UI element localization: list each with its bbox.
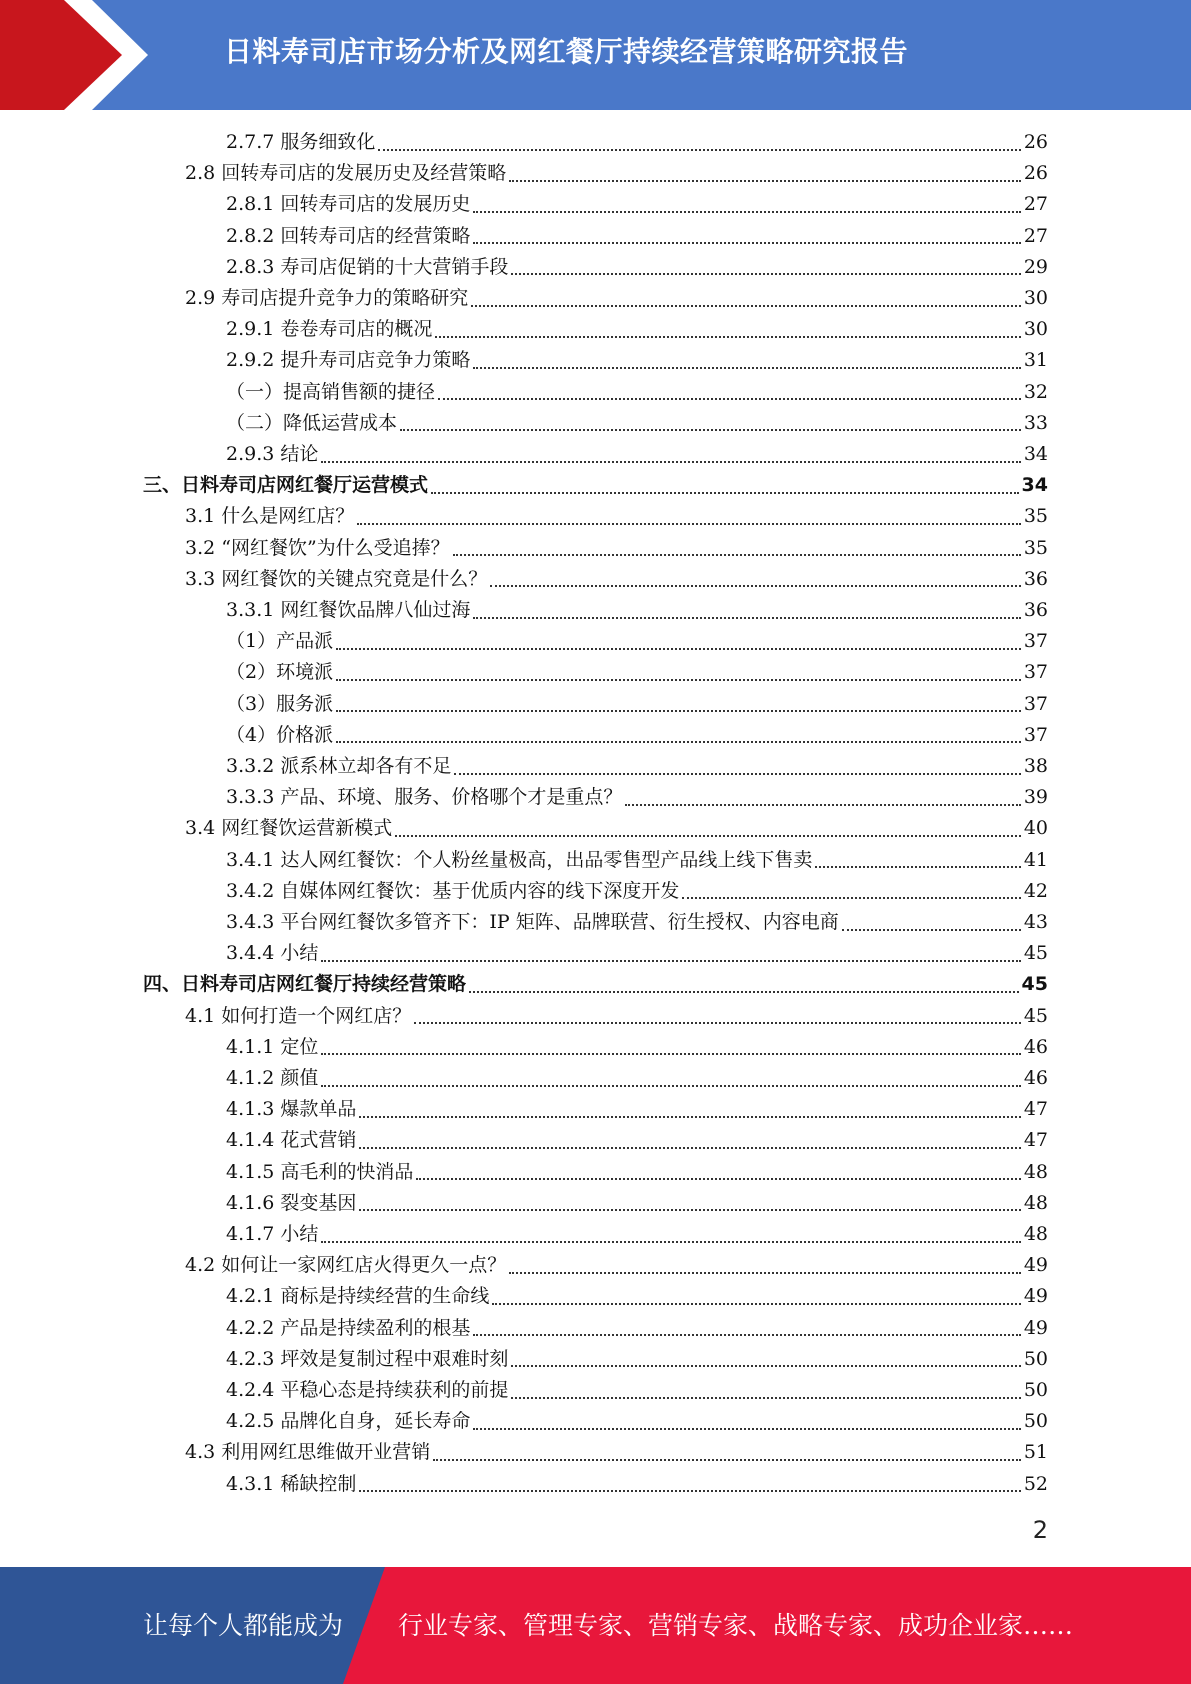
toc-entry-title: 3.4.3 平台网红餐饮多管齐下：IP 矩阵、品牌联营、衍生授权、内容电商 [226,911,839,933]
toc-entry[interactable] [226,221,1048,252]
toc-entry[interactable] [226,408,1048,439]
toc-entry-page: 36 [1023,567,1048,590]
toc-entry-title: （一）提高销售额的捷径 [226,380,436,403]
toc-entry-title: 2.8.2 回转寿司店的经营策略 [226,224,471,247]
toc-leader-dots [438,398,1021,400]
toc-entry-page: 45 [1023,942,1048,965]
toc-leader-dots [414,1022,1021,1024]
toc-entry[interactable] [226,252,1048,283]
toc-entry-title: 4.1.4 花式营销 [226,1129,357,1152]
toc-entry-page: 32 [1023,380,1048,403]
toc-entry-title: 3.3.3 产品、环境、服务、价格哪个才是重点？ [226,786,623,809]
toc-leader-dots [511,1397,1020,1399]
toc-entry-page: 45 [1023,1004,1048,1027]
toc-leader-dots [321,1053,1020,1055]
toc-entry[interactable] [226,876,1048,907]
toc-leader-dots [395,835,1021,837]
toc-entry-page: 46 [1023,1035,1048,1058]
toc-entry-page: 35 [1023,536,1048,559]
toc-entry-title: 4.1.6 裂变基因 [226,1191,357,1214]
toc-leader-dots [359,1147,1020,1149]
toc-entry[interactable] [226,1157,1048,1188]
toc-leader-dots [469,991,1019,993]
toc-entry-page: 37 [1023,630,1048,653]
toc-entry-title: 4.1.3 爆款单品 [226,1098,357,1121]
toc-entry-title: 3.2 “网红餐饮”为什么受追捧？ [185,536,450,559]
toc-leader-dots [359,1116,1020,1118]
toc-entry[interactable] [226,189,1048,220]
toc-entry-page: 26 [1023,162,1048,185]
toc-entry-title: 4.1.5 高毛利的快消品 [226,1160,414,1183]
toc-leader-dots [336,648,1021,650]
toc-entry-title: 2.7.7 服务细致化 [226,131,376,153]
toc-entry[interactable] [226,1063,1048,1094]
toc-entry[interactable] [143,470,1048,501]
toc-leader-dots [625,804,1020,806]
toc-entry-title: 2.9 寿司店提升竞争力的策略研究 [185,287,469,309]
toc-entry-title: 3.4.1 达人网红餐饮：个人粉丝量极高，出品零售型产品线上线下售卖 [226,848,813,871]
toc-entry-page: 27 [1023,224,1048,247]
toc-entry[interactable] [226,720,1048,751]
toc-entry-title: 3.4 网红餐饮运营新模式 [185,817,393,840]
toc-entry-title: 4.3.1 稀缺控制 [226,1472,357,1495]
toc-leader-dots [471,305,1021,307]
toc-entry-page: 38 [1023,755,1048,777]
toc-entry-page: 34 [1021,474,1048,497]
toc-entry-title: 3.1 什么是网红店？ [185,505,355,528]
toc-entry-title: 4.2.1 商标是持续经营的生命线 [226,1285,490,1308]
toc-entry[interactable] [185,158,1048,189]
toc-entry-title: （4）价格派 [226,723,334,746]
toc-entry[interactable] [226,689,1048,720]
toc-leader-dots [509,1272,1021,1274]
toc-entry[interactable] [226,377,1048,408]
toc-entry-page: 30 [1023,318,1048,341]
toc-entry-page: 30 [1023,287,1048,309]
toc-entry-page: 50 [1023,1379,1048,1401]
toc-entry-page: 40 [1023,817,1048,840]
toc-entry[interactable] [143,969,1048,1000]
page-number: 2 [1032,1516,1048,1544]
toc-entry-page: 50 [1023,1347,1048,1370]
toc-entry-title: 4.2.5 品牌化自身，延长寿命 [226,1410,471,1433]
toc-entry[interactable] [226,1406,1048,1437]
toc-entry[interactable] [226,907,1048,938]
toc-entry[interactable] [226,595,1048,626]
toc-entry-title: 三、日料寿司店网红餐厅运营模式 [143,474,429,497]
toc-entry-page: 49 [1023,1316,1048,1339]
toc-leader-dots [357,523,1021,525]
page-footer [0,1567,1191,1684]
toc-leader-dots [359,1209,1020,1211]
toc-entry[interactable] [226,1219,1048,1250]
toc-entry[interactable] [226,1188,1048,1219]
toc-entry[interactable] [226,1344,1048,1375]
toc-entry-page: 43 [1023,911,1048,933]
toc-leader-dots [511,273,1020,275]
header-arrow-decoration [0,0,160,110]
toc-leader-dots [492,1303,1020,1305]
toc-leader-dots [815,866,1020,868]
toc-leader-dots [336,741,1021,743]
toc-leader-dots [473,242,1020,244]
toc-leader-dots [473,1334,1020,1336]
toc-entry-page: 33 [1023,411,1048,434]
toc-entry[interactable] [226,1032,1048,1063]
toc-leader-dots [431,492,1019,494]
toc-entry-page: 49 [1023,1285,1048,1308]
toc-entry-title: 2.9.2 提升寿司店竞争力策略 [226,349,471,372]
toc-entry-title: 3.4.4 小结 [226,942,319,965]
toc-entry[interactable] [226,751,1048,782]
toc-entry-page: 37 [1023,692,1048,715]
toc-entry[interactable] [185,1437,1048,1468]
toc-entry-title: 3.3 网红餐饮的关键点究竟是什么？ [185,567,488,590]
toc-entry[interactable] [226,439,1048,470]
toc-entry-page: 48 [1023,1223,1048,1245]
toc-entry[interactable] [226,1469,1048,1500]
toc-entry-title: 2.8.3 寿司店促销的十大营销手段 [226,255,509,278]
toc-entry-title: 四、日料寿司店网红餐厅持续经营策略 [143,973,467,996]
toc-entry-title: （3）服务派 [226,692,334,715]
page-header [0,0,1191,110]
toc-entry[interactable] [226,1375,1048,1406]
toc-leader-dots [473,617,1020,619]
toc-leader-dots [321,1085,1020,1087]
toc-leader-dots [378,149,1020,151]
toc-entry-title: （2）环境派 [226,661,334,684]
toc-entry[interactable] [226,1313,1048,1344]
toc-entry-title: 3.3.1 网红餐饮品牌八仙过海 [226,599,471,621]
toc-entry-page: 50 [1023,1410,1048,1433]
toc-leader-dots [842,929,1021,931]
toc-leader-dots [416,1178,1020,1180]
toc-entry[interactable] [226,782,1048,813]
toc-leader-dots [509,180,1021,182]
toc-leader-dots [490,585,1021,587]
toc-leader-dots [453,554,1021,556]
toc-entry-page: 34 [1023,443,1048,465]
toc-entry[interactable] [185,501,1048,532]
toc-entry-title: 3.4.2 自媒体网红餐饮：基于优质内容的线下深度开发 [226,879,680,902]
toc-entry-page: 51 [1023,1441,1048,1464]
toc-entry-page: 27 [1023,193,1048,216]
toc-entry-page: 52 [1023,1472,1048,1495]
toc-entry[interactable] [226,127,1048,158]
toc-entry[interactable] [185,564,1048,595]
toc-entry-title: 4.2 如何让一家网红店火得更久一点？ [185,1254,507,1277]
report-title: 日料寿司店市场分析及网红餐厅持续经营策略研究报告 [224,35,909,68]
toc-entry-title: 2.9.3 结论 [226,443,319,465]
footer-roles: 行业专家、管理专家、营销专家、战略专家、成功企业家…… [398,1611,1074,1640]
toc-entry-title: （二）降低运营成本 [226,411,398,434]
toc-entry-title: 4.2.3 坪效是复制过程中艰难时刻 [226,1347,509,1370]
toc-entry[interactable] [226,845,1048,876]
toc-leader-dots [400,429,1021,431]
toc-entry[interactable] [185,813,1048,844]
toc-entry-title: 2.8 回转寿司店的发展历史及经营策略 [185,162,507,185]
toc-entry-page: 49 [1023,1254,1048,1277]
toc-leader-dots [321,461,1020,463]
toc-entry[interactable] [226,938,1048,969]
toc-entry-page: 35 [1023,505,1048,528]
toc-leader-dots [336,710,1021,712]
toc-entry[interactable] [226,1281,1048,1312]
toc-entry-page: 46 [1023,1067,1048,1089]
toc-entry-page: 26 [1023,131,1048,153]
toc-leader-dots [454,773,1020,775]
toc-leader-dots [435,336,1020,338]
toc-entry-page: 39 [1023,786,1048,809]
toc-entry-title: 4.2.2 产品是持续盈利的根基 [226,1316,471,1339]
toc-entry-title: 4.2.4 平稳心态是持续获利的前提 [226,1379,509,1401]
toc-entry[interactable] [226,345,1048,376]
toc-entry-page: 41 [1023,848,1048,871]
toc-entry-title: 4.1 如何打造一个网红店？ [185,1004,412,1027]
toc-entry-title: 4.1.7 小结 [226,1223,319,1245]
toc-leader-dots [359,1490,1020,1492]
toc-entry[interactable] [185,1250,1048,1281]
toc-entry[interactable] [185,533,1048,564]
toc-entry[interactable] [185,283,1048,314]
toc-leader-dots [511,1365,1020,1367]
toc-entry-page: 36 [1023,599,1048,621]
toc-entry-page: 31 [1023,349,1048,372]
toc-entry-title: 4.1.2 颜值 [226,1067,319,1089]
toc-entry-title: 3.3.2 派系林立却各有不足 [226,755,452,777]
toc-entry[interactable] [185,1001,1048,1032]
toc-entry-page: 37 [1023,661,1048,684]
toc-entry[interactable] [226,657,1048,688]
toc-entry-page: 45 [1021,973,1048,996]
toc-entry-page: 29 [1023,255,1048,278]
toc-leader-dots [682,897,1020,899]
toc-entry[interactable] [226,1125,1048,1156]
toc-leader-dots [433,1459,1021,1461]
toc-leader-dots [336,679,1021,681]
toc-entry-title: 2.8.1 回转寿司店的发展历史 [226,193,471,216]
toc-entry-title: 4.1.1 定位 [226,1035,319,1058]
toc-leader-dots [321,960,1020,962]
toc-leader-dots [321,1241,1020,1243]
toc-entry-page: 42 [1023,879,1048,902]
toc-leader-dots [473,367,1020,369]
toc-entry-page: 47 [1023,1098,1048,1121]
toc-entry-page: 47 [1023,1129,1048,1152]
toc-entry-title: 4.3 利用网红思维做开业营销 [185,1441,431,1464]
footer-slogan: 让每个人都能成为 [143,1611,344,1640]
toc-entry-page: 48 [1023,1160,1048,1183]
toc-entry[interactable] [226,314,1048,345]
toc-leader-dots [473,211,1020,213]
toc-leader-dots [473,1428,1020,1430]
toc-entry-page: 48 [1023,1191,1048,1214]
toc-entry-page: 37 [1023,723,1048,746]
toc-entry-title: 2.9.1 卷卷寿司店的概况 [226,318,433,341]
toc-entry[interactable] [226,1094,1048,1125]
toc-entry[interactable] [226,626,1048,657]
toc-entry-title: （1）产品派 [226,630,334,653]
